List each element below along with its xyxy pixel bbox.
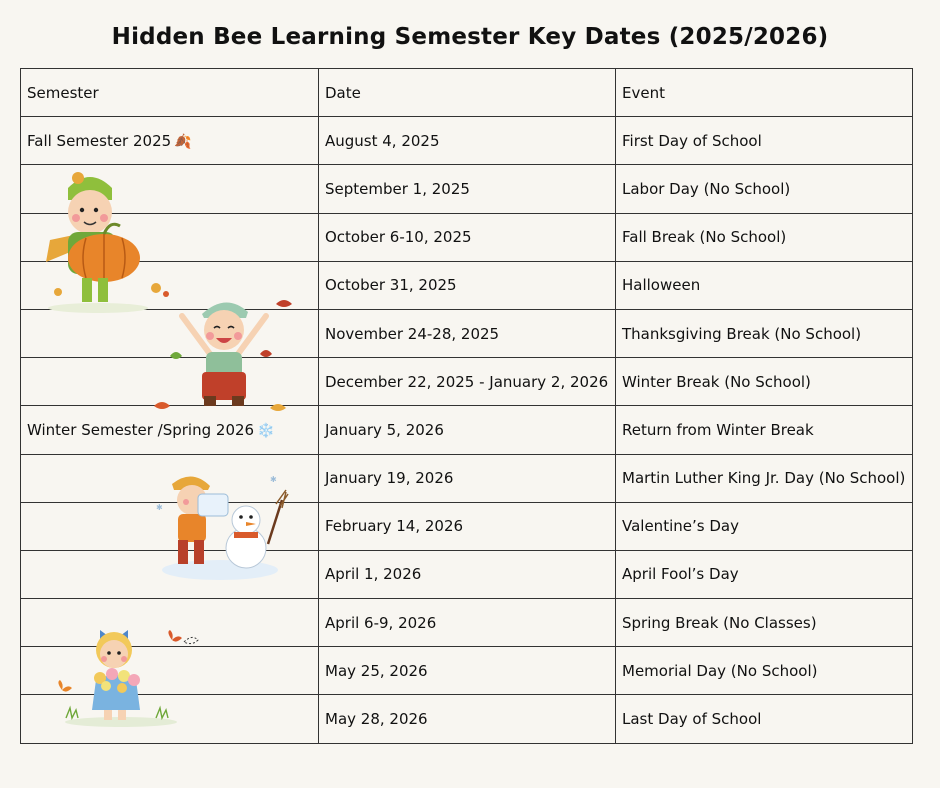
semester-cell <box>21 261 319 309</box>
event-cell: Valentine’s Day <box>616 502 913 550</box>
table-row <box>21 358 913 406</box>
semester-cell <box>21 647 319 695</box>
semester-label: Winter Semester /Spring 2026 <box>27 420 255 439</box>
table-row <box>21 309 913 357</box>
event-cell: Martin Luther King Jr. Day (No School) <box>616 454 913 502</box>
table-row <box>21 213 913 261</box>
table-row <box>21 117 913 165</box>
table-header-row <box>21 69 913 117</box>
event-cell: First Day of School <box>616 117 913 165</box>
event-cell: Thanksgiving Break (No School) <box>616 309 913 357</box>
header-event: Event <box>616 69 913 117</box>
key-dates-table <box>20 68 913 744</box>
semester-cell <box>21 213 319 261</box>
table-row <box>21 550 913 598</box>
semester-cell <box>21 358 319 406</box>
table-row <box>21 647 913 695</box>
semester-cell <box>21 550 319 598</box>
event-cell: Memorial Day (No School) <box>616 647 913 695</box>
table-row <box>21 454 913 502</box>
svg-text:✱: ✱ <box>270 475 277 484</box>
date-cell: February 14, 2026 <box>319 502 616 550</box>
date-cell: October 31, 2025 <box>319 261 616 309</box>
date-cell: May 25, 2026 <box>319 647 616 695</box>
semester-cell <box>21 695 319 743</box>
date-cell: October 6-10, 2025 <box>319 213 616 261</box>
semester-cell <box>21 502 319 550</box>
semester-cell <box>21 165 319 213</box>
header-semester: Semester <box>21 69 319 117</box>
semester-cell <box>21 406 319 454</box>
event-cell: Fall Break (No School) <box>616 213 913 261</box>
snowflake-icon: ❄️ <box>257 422 275 439</box>
event-cell: Return from Winter Break <box>616 406 913 454</box>
header-date: Date <box>319 69 616 117</box>
svg-text:✱: ✱ <box>156 503 163 512</box>
semester-cell <box>21 454 319 502</box>
date-cell: November 24-28, 2025 <box>319 309 616 357</box>
date-cell: April 6-9, 2026 <box>319 599 616 647</box>
event-cell: Winter Break (No School) <box>616 358 913 406</box>
semester-label: Fall Semester 2025 <box>27 131 172 150</box>
page-title: Hidden Bee Learning Semester Key Dates (2025/2026) <box>111 24 829 50</box>
table-row <box>21 502 913 550</box>
event-cell: April Fool’s Day <box>616 550 913 598</box>
table-row <box>21 695 913 743</box>
semester-cell <box>21 117 319 165</box>
leaves-icon: 🍂 <box>174 133 192 150</box>
event-cell: Spring Break (No Classes) <box>616 599 913 647</box>
date-cell: January 19, 2026 <box>319 454 616 502</box>
date-cell: December 22, 2025 - January 2, 2026 <box>319 358 616 406</box>
event-cell: Labor Day (No School) <box>616 165 913 213</box>
semester-cell <box>21 309 319 357</box>
event-cell: Halloween <box>616 261 913 309</box>
table-row <box>21 165 913 213</box>
table-row <box>21 406 913 454</box>
table-row <box>21 261 913 309</box>
event-cell: Last Day of School <box>616 695 913 743</box>
semester-cell <box>21 599 319 647</box>
date-cell: August 4, 2025 <box>319 117 616 165</box>
date-cell: May 28, 2026 <box>319 695 616 743</box>
date-cell: April 1, 2026 <box>319 550 616 598</box>
table-row <box>21 599 913 647</box>
date-cell: September 1, 2025 <box>319 165 616 213</box>
date-cell: January 5, 2026 <box>319 406 616 454</box>
